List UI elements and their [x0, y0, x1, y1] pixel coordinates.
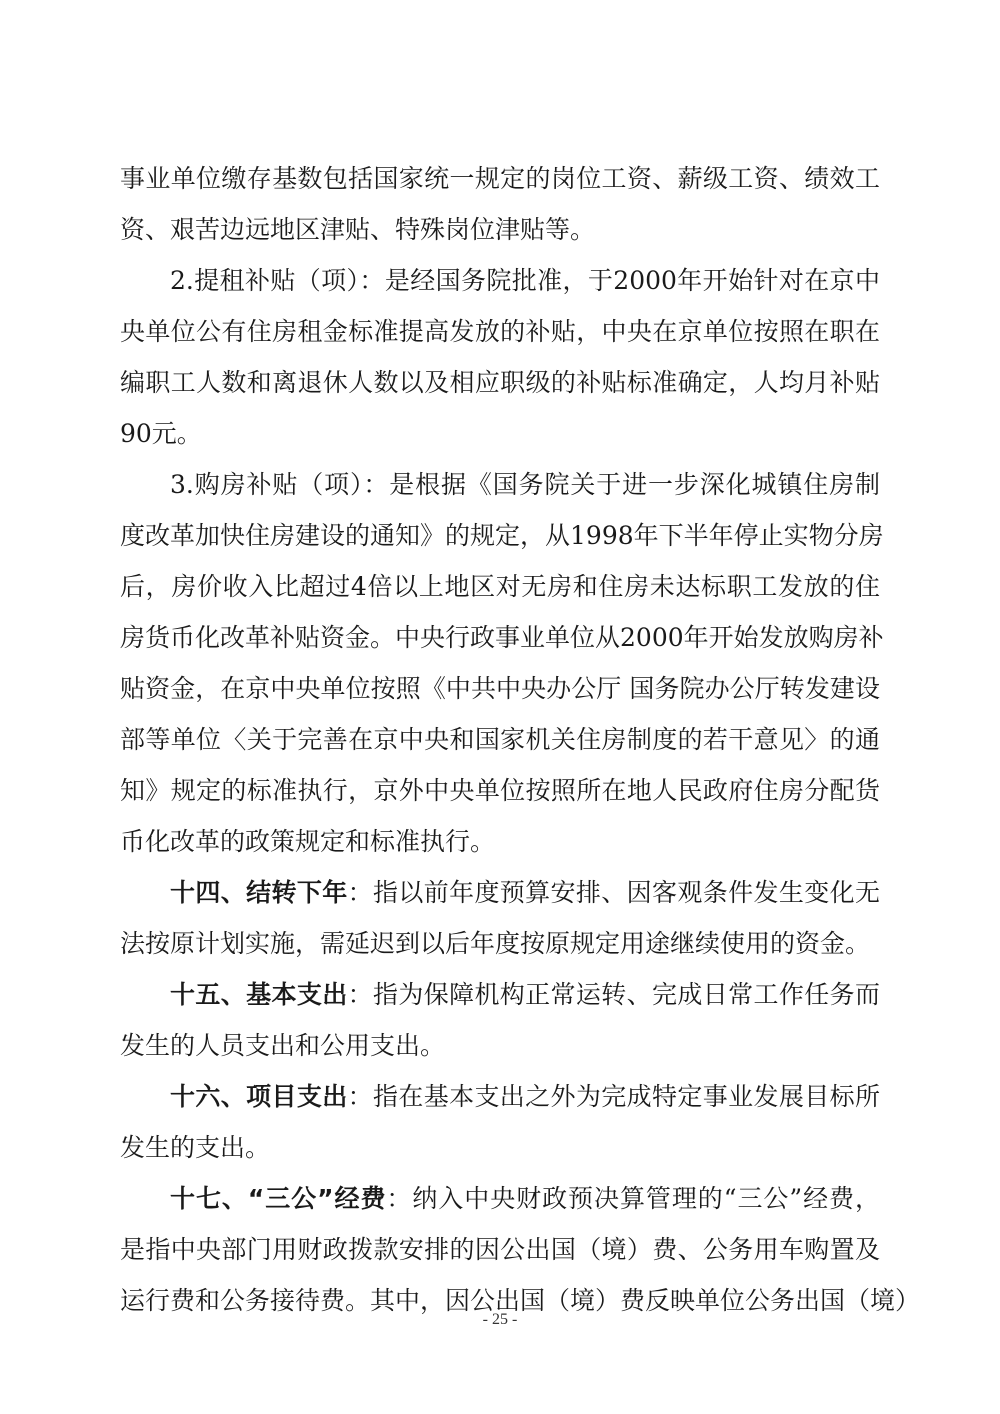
section-heading-15: 十五、基本支出: [170, 980, 348, 1009]
text-line: 央单位公有住房租金标准提高发放的补贴，中央在京单位按照在职在: [120, 317, 880, 346]
text-line: 法按原计划实施，需延迟到以后年度按原规定用途继续使用的资金。: [120, 929, 871, 958]
text-line: 资、艰苦边远地区津贴、特殊岗位津贴等。: [120, 215, 596, 244]
text-line: 3.购房补贴（项）：是根据《国务院关于进一步深化城镇住房制: [170, 470, 880, 499]
text-line: 币化改革的政策规定和标准执行。: [120, 827, 496, 856]
page-number: - 25 -: [482, 1311, 518, 1328]
paragraph-14: [170, 873, 880, 913]
text-line: 房货币化改革补贴资金。中央行政事业单位从2000年开始发放购房补: [120, 623, 884, 652]
text-line: 发生的人员支出和公用支出。: [120, 1031, 446, 1060]
paragraph-text: ：指为保障机构正常运转、完成日常工作任务而: [347, 980, 880, 1009]
text-line: 贴资金，在京中央单位按照《中共中央办公厅 国务院办公厅转发建设: [120, 674, 880, 703]
text-line: 度改革加快住房建设的通知》的规定，从1998年下半年停止实物分房: [120, 521, 884, 550]
text-line: 运行费和公务接待费。其中，因公出国（境）费反映单位公务出国（境）: [120, 1286, 921, 1315]
text-line: 90元。: [120, 419, 202, 448]
paragraph-17: [170, 1179, 880, 1219]
paragraph-16: [170, 1077, 880, 1117]
text-line: 编职工人数和离退休人数以及相应职级的补贴标准确定，人均月补贴: [120, 368, 880, 397]
paragraph-15: [170, 975, 880, 1015]
text-line: 发生的支出。: [120, 1133, 271, 1162]
section-heading-17: 十七、“三公”经费: [170, 1184, 387, 1213]
text-line: 事业单位缴存基数包括国家统一规定的岗位工资、薪级工资、绩效工: [120, 164, 880, 193]
section-heading-14: 十四、结转下年: [170, 878, 348, 907]
text-line: 知》规定的标准执行，京外中央单位按照所在地人民政府住房分配货: [120, 776, 880, 805]
section-heading-16: 十六、项目支出: [170, 1082, 348, 1111]
text-line: 是指中央部门用财政拨款安排的因公出国（境）费、公务用车购置及: [120, 1235, 880, 1264]
paragraph-text: ：指以前年度预算安排、因客观条件发生变化无: [347, 878, 880, 907]
paragraph-text: ：纳入中央财政预决算管理的“三公”经费，: [386, 1184, 880, 1213]
text-line: 后，房价收入比超过4倍以上地区对无房和住房未达标职工发放的住: [120, 572, 880, 601]
text-line: 2.提租补贴（项）：是经国务院批准，于2000年开始针对在京中: [170, 266, 880, 295]
paragraph-text: ：指在基本支出之外为完成特定事业发展目标所: [347, 1082, 880, 1111]
text-line: 部等单位〈关于完善在京中央和国家机关住房制度的若干意见〉的通: [120, 725, 880, 754]
